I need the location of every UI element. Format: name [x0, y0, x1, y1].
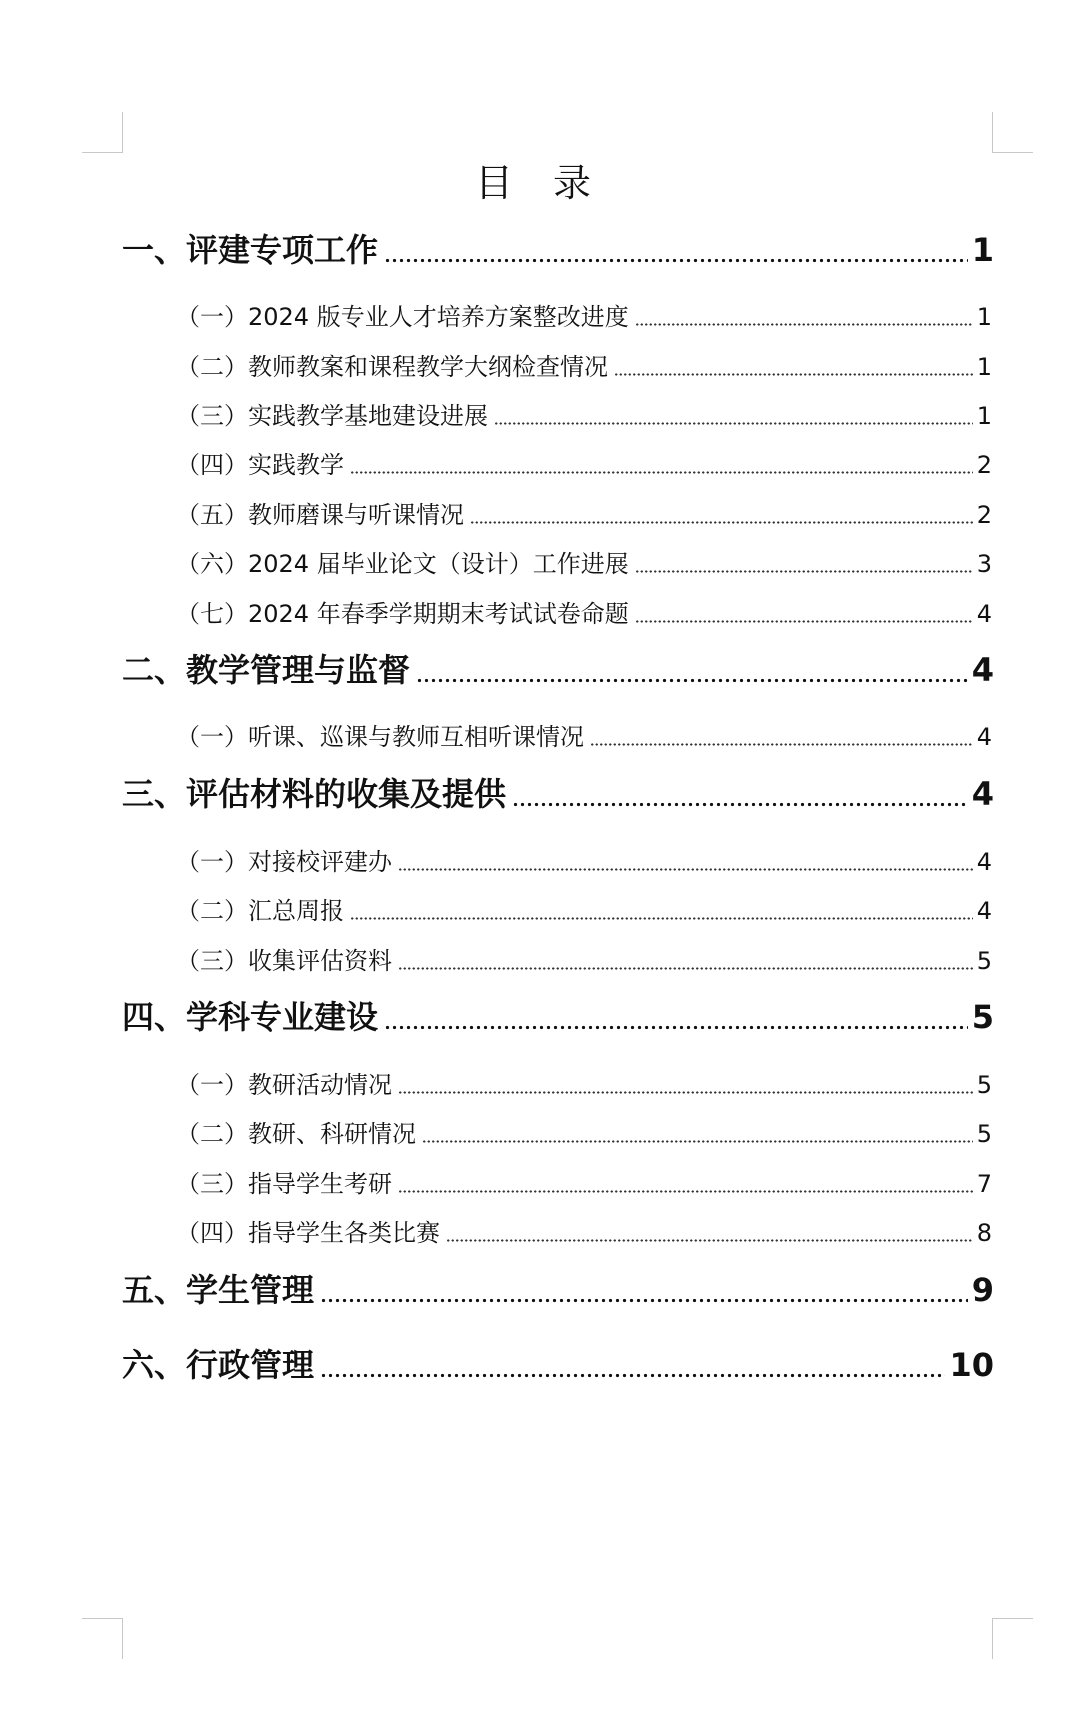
toc-dot-leader [446, 1236, 973, 1244]
toc-dot-leader [384, 1023, 968, 1031]
toc-page-number: 4 [976, 600, 992, 628]
toc-entry-label: 三、评估材料的收集及提供 [122, 775, 507, 813]
toc-dot-leader [614, 370, 973, 378]
toc-dot-leader [422, 1137, 973, 1145]
toc-page-number: 4 [976, 848, 992, 876]
toc-dot-leader [635, 617, 973, 625]
toc-dot-leader [320, 1371, 945, 1379]
toc-section-entry[interactable] [122, 648, 994, 692]
toc-subsection-entry[interactable] [176, 720, 992, 754]
toc-dot-leader [635, 567, 973, 575]
toc-subsection-entry[interactable] [176, 597, 992, 631]
toc-page-number: 4 [971, 651, 994, 689]
toc-dot-leader [590, 740, 973, 748]
toc-entry-label: （二）教研、科研情况 [176, 1120, 416, 1148]
toc-entry-label: （五）教师磨课与听课情况 [176, 501, 464, 529]
toc-page-number: 9 [971, 1271, 994, 1309]
crop-mark-bottom-right [992, 1618, 1033, 1659]
toc-subsection-entry[interactable] [176, 399, 992, 433]
toc-subsection-entry[interactable] [176, 845, 992, 879]
toc-page-number: 1 [976, 303, 992, 331]
toc-dot-leader [416, 676, 968, 684]
toc-subsection-entry[interactable] [176, 1167, 992, 1201]
toc-dot-leader [494, 419, 973, 427]
toc-page-number: 5 [971, 998, 994, 1036]
toc-page-number: 4 [971, 775, 994, 813]
toc-subsection-entry[interactable] [176, 498, 992, 532]
toc-entry-label: 五、学生管理 [122, 1271, 315, 1309]
toc-dot-leader [635, 320, 973, 328]
toc-section-entry[interactable] [122, 995, 994, 1039]
toc-entry-label: 四、学科专业建设 [122, 998, 379, 1036]
toc-page-number: 1 [976, 402, 992, 430]
crop-mark-bottom-left [82, 1618, 123, 1659]
toc-section-entry[interactable] [122, 1343, 994, 1387]
toc-page-number: 1 [976, 353, 992, 381]
toc-page-number: 10 [949, 1346, 994, 1384]
toc-entry-label: 一、评建专项工作 [122, 231, 379, 269]
toc-entry-label: （三）收集评估资料 [176, 947, 392, 975]
toc-entry-label: （二）汇总周报 [176, 897, 344, 925]
toc-dot-leader [512, 800, 968, 808]
toc-subsection-entry[interactable] [176, 944, 992, 978]
toc-page-number: 5 [976, 1120, 992, 1148]
toc-subsection-entry[interactable] [176, 1068, 992, 1102]
toc-subsection-entry[interactable] [176, 1117, 992, 1151]
toc-section-entry[interactable] [122, 772, 994, 816]
toc-dot-leader [320, 1296, 968, 1304]
toc-page-number: 5 [976, 1071, 992, 1099]
toc-entry-label: （三）指导学生考研 [176, 1170, 392, 1198]
toc-entry-label: （一）听课、巡课与教师互相听课情况 [176, 723, 584, 751]
toc-subsection-entry[interactable] [176, 547, 992, 581]
toc-dot-leader [350, 914, 973, 922]
toc-entry-label: （一）2024 版专业人才培养方案整改进度 [176, 303, 629, 331]
toc-subsection-entry[interactable] [176, 448, 992, 482]
toc-subsection-entry[interactable] [176, 1216, 992, 1250]
toc-dot-leader [384, 256, 968, 264]
toc-entry-label: （六）2024 届毕业论文（设计）工作进展 [176, 550, 629, 578]
toc-title: 目 录 [474, 161, 606, 205]
toc-page-number: 4 [976, 723, 992, 751]
toc-subsection-entry[interactable] [176, 350, 992, 384]
toc-section-entry[interactable] [122, 1268, 994, 1312]
crop-mark-top-left [82, 112, 123, 153]
toc-entry-label: （三）实践教学基地建设进展 [176, 402, 488, 430]
toc-subsection-entry[interactable] [176, 894, 992, 928]
toc-dot-leader [398, 964, 973, 972]
toc-entry-label: （一）对接校评建办 [176, 848, 392, 876]
toc-entry-label: 二、教学管理与监督 [122, 651, 411, 689]
toc-entry-label: （四）实践教学 [176, 451, 344, 479]
toc-dot-leader [398, 865, 973, 873]
toc-entry-label: 六、行政管理 [122, 1346, 315, 1384]
toc-dot-leader [470, 518, 973, 526]
toc-page-number: 1 [971, 231, 994, 269]
toc-page-number: 8 [976, 1219, 992, 1247]
toc-entry-label: （一）教研活动情况 [176, 1071, 392, 1099]
toc-page-number: 7 [976, 1170, 992, 1198]
crop-mark-top-right [992, 112, 1033, 153]
toc-dot-leader [398, 1088, 973, 1096]
toc-dot-leader [398, 1187, 973, 1195]
toc-subsection-entry[interactable] [176, 300, 992, 334]
toc-page-number: 5 [976, 947, 992, 975]
toc-page-number: 4 [976, 897, 992, 925]
toc-section-entry[interactable] [122, 228, 994, 272]
toc-entry-label: （四）指导学生各类比赛 [176, 1219, 440, 1247]
toc-page-number: 2 [976, 501, 992, 529]
toc-page-number: 2 [976, 451, 992, 479]
toc-entry-label: （七）2024 年春季学期期末考试试卷命题 [176, 600, 629, 628]
toc-dot-leader [350, 468, 973, 476]
toc-entry-label: （二）教师教案和课程教学大纲检查情况 [176, 353, 608, 381]
toc-page-number: 3 [976, 550, 992, 578]
